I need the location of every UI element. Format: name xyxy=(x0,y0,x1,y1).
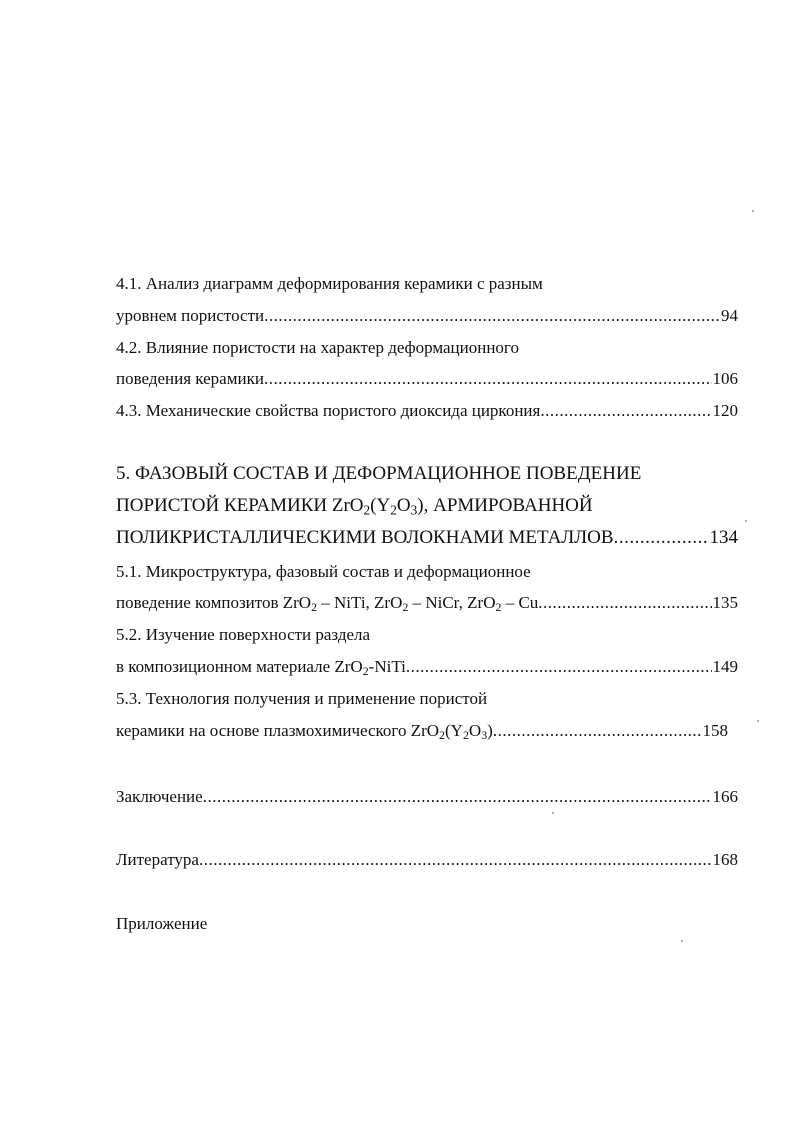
text-part: ) xyxy=(487,721,493,740)
leader-dots xyxy=(203,784,712,810)
toc-literature-label: Литература xyxy=(116,850,199,869)
toc-4-1-text-1: 4.1. Анализ диаграмм деформирования керамики с разным xyxy=(116,274,543,293)
toc-ch5-text-2a: ПОРИСТОЙ КЕРАМИКИ ZrO xyxy=(116,495,364,516)
subscript: 2 xyxy=(439,727,445,742)
text-part: -NiTi xyxy=(368,657,406,676)
text-part: керамики на основе плазмохимического ZrO xyxy=(116,721,440,740)
toc-conclusion-label: Заключение xyxy=(116,787,203,806)
scan-speck xyxy=(752,210,754,212)
toc-4-1-title-line1 xyxy=(116,271,738,297)
toc-entry-ch5 xyxy=(116,525,738,551)
toc-4-2-text-1: 4.2. Влияние пористости на характер деформационного xyxy=(116,338,519,357)
toc-ch5-text-3: ПОЛИКРИСТАЛЛИЧЕСКИМИ ВОЛОКНАМИ МЕТАЛЛОВ xyxy=(116,527,614,548)
toc-5-2-text-1: 5.2. Изучение поверхности раздела xyxy=(116,625,371,644)
subscript: 2 xyxy=(462,727,469,742)
text-part: поведение композитов ZrO xyxy=(116,593,312,612)
text-part: O xyxy=(468,721,482,740)
toc-5-3-title-line1 xyxy=(116,686,738,712)
subscript: 2 xyxy=(311,599,318,614)
toc-ch5-text-2b: (Y xyxy=(370,495,391,516)
leader-dots xyxy=(540,398,711,424)
toc-5-1-text-1: 5.1. Микроструктура, фазовый состав и деформационное xyxy=(116,562,531,581)
toc-5-1-title-line1 xyxy=(116,559,738,585)
toc-ch5-title-line2 xyxy=(116,493,738,519)
toc-5-2-page: 149 xyxy=(712,657,738,676)
scan-speck xyxy=(681,940,683,942)
toc-4-2-title-line1 xyxy=(116,335,738,361)
toc-5-3-page: 158 xyxy=(702,721,728,740)
toc-ch5-page: 134 xyxy=(709,527,738,548)
toc-entry-5-1 xyxy=(116,590,738,616)
leader-dots xyxy=(493,718,702,744)
leader-dots xyxy=(406,654,712,680)
leader-dots xyxy=(264,366,712,392)
toc-4-3-text: 4.3. Механические свойства пористого диоксида циркония xyxy=(116,401,541,420)
subscript: 3 xyxy=(481,727,488,742)
leader-dots xyxy=(264,303,720,329)
toc-ch5-text-2d: ), АРМИРОВАННОЙ xyxy=(417,495,593,516)
toc-entry-5-3 xyxy=(116,718,728,744)
toc-4-1-page: 94 xyxy=(721,306,738,325)
toc-ch5-text-2c: O xyxy=(396,495,411,516)
subscript: 2 xyxy=(390,502,397,518)
toc-entry-5-2 xyxy=(116,654,738,680)
toc-entry-4-1 xyxy=(116,303,738,329)
toc-entry-4-3 xyxy=(116,398,738,424)
subscript: 2 xyxy=(362,663,369,678)
toc-entry-appendix xyxy=(116,911,738,937)
toc-4-2-text-2: поведения керамики xyxy=(116,369,264,388)
toc-5-2-title-line1 xyxy=(116,622,738,648)
toc-literature-page: 168 xyxy=(712,850,738,869)
toc-5-3-text-1: 5.3. Технология получения и применение пористой xyxy=(116,689,488,708)
subscript: 3 xyxy=(410,502,418,518)
toc-4-2-page: 106 xyxy=(712,369,738,388)
leader-dots xyxy=(199,847,712,873)
text-part: в композиционном материале ZrO xyxy=(116,657,363,676)
scan-speck xyxy=(745,520,747,522)
toc-5-2-text-2 xyxy=(116,654,406,680)
toc-5-3-text-2 xyxy=(116,718,493,744)
toc-5-1-text-2 xyxy=(116,590,538,616)
leader-dots xyxy=(614,525,709,551)
toc-entry-4-2 xyxy=(116,366,738,392)
scan-speck xyxy=(552,812,554,814)
toc-appendix-label: Приложение xyxy=(116,914,208,933)
toc-4-1-text-2: уровнем пористости xyxy=(116,306,265,325)
subscript: 2 xyxy=(363,502,371,518)
text-part: – NiCr, ZrO xyxy=(408,593,496,612)
text-part: – NiTi, ZrO xyxy=(317,593,403,612)
toc-ch5-text-1: 5. ФАЗОВЫЙ СОСТАВ И ДЕФОРМАЦИОННОЕ ПОВЕДЕНИЕ xyxy=(116,463,642,484)
subscript: 2 xyxy=(402,599,409,614)
toc-conclusion-page: 166 xyxy=(712,787,738,806)
text-part: (Y xyxy=(445,721,463,740)
toc-4-3-page: 120 xyxy=(712,401,738,420)
leader-dots xyxy=(538,590,711,616)
toc-entry-conclusion xyxy=(116,784,738,810)
subscript: 2 xyxy=(495,599,502,614)
toc-5-1-page: 135 xyxy=(712,593,738,612)
scan-speck xyxy=(757,720,759,722)
toc-entry-literature xyxy=(116,847,738,873)
toc-ch5-title-line1 xyxy=(116,461,738,487)
text-part: – Cu xyxy=(501,593,539,612)
